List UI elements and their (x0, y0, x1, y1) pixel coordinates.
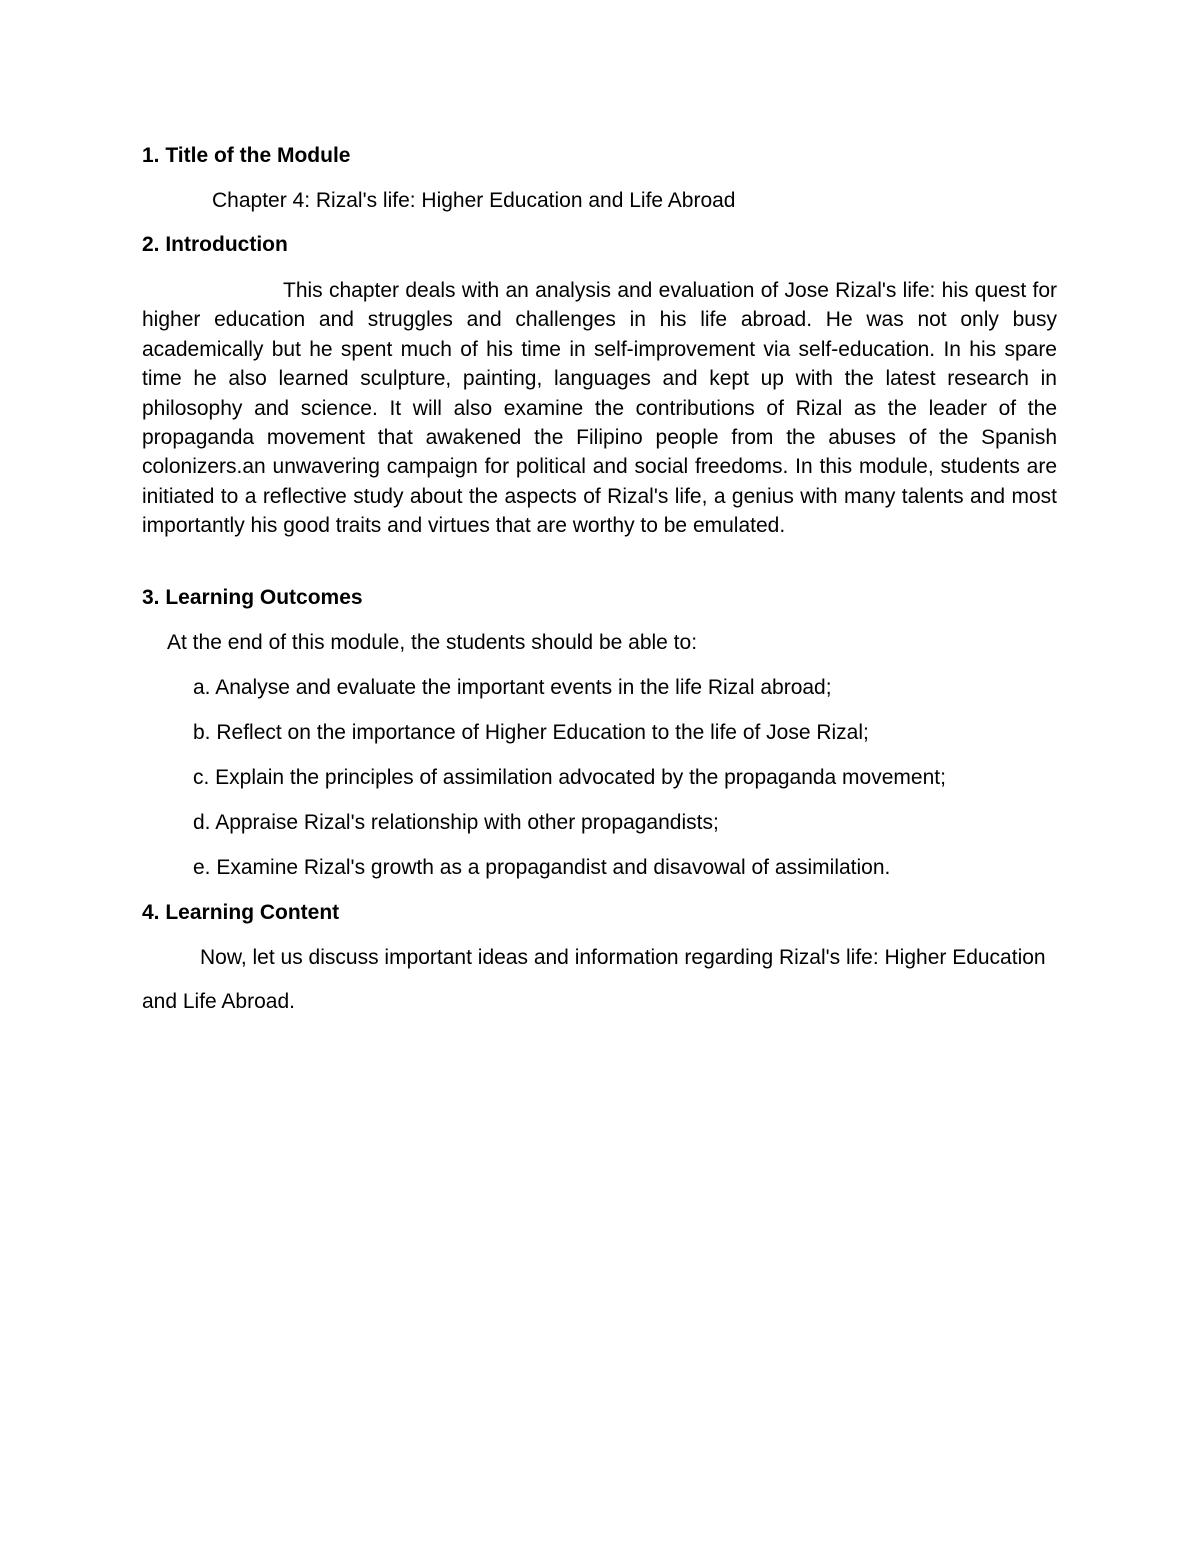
learning-content-paragraph: Now, let us discuss important ideas and information regarding Rizal's life: Higher Education and Life Abroad. (142, 946, 1046, 1013)
list-item: d. Appraise Rizal's relationship with other propagandists; (193, 811, 719, 834)
learning-outcomes-list (193, 676, 946, 901)
list-item: b. Reflect on the importance of Higher Education to the life of Jose Rizal; (193, 721, 869, 744)
section-heading-learning-content: 4. Learning Content (142, 901, 340, 924)
list-item: e. Examine Rizal's growth as a propagandist and disavowal of assimilation. (193, 856, 891, 879)
module-title: Chapter 4: Rizal's life: Higher Education and Life Abroad (212, 189, 736, 212)
section-heading-title: 1. Title of the Module (142, 144, 351, 167)
list-item: c. Explain the principles of assimilation advocated by the propaganda movement; (193, 766, 946, 789)
list-item: a. Analyse and evaluate the important events in the life Rizal abroad; (193, 676, 832, 699)
section-heading-introduction: 2. Introduction (142, 233, 288, 256)
section-heading-learning-outcomes: 3. Learning Outcomes (142, 586, 363, 609)
learning-outcomes-intro: At the end of this module, the students should be able to: (167, 631, 698, 654)
introduction-paragraph: This chapter deals with an analysis and evaluation of Jose Rizal's life: his quest for higher education and struggles and challenges in his life abroad. He was not only busy academically but he spent much of his time in self-improvement via self-education. In his spare time he also learned sculpture, painting, languages and kept up with the latest research in philosophy and science. It will also examine the contributions of Rizal as the leader of the propaganda movement that awakened the Filipino people from the abuses of the Spanish colonizers.an unwavering campaign for political and social freedoms. In this module, students are initiated to a reflective study about the aspects of Rizal's life, a genius with many talents and most importantly his good traits and virtues that are worthy to be emulated. (142, 279, 1057, 538)
